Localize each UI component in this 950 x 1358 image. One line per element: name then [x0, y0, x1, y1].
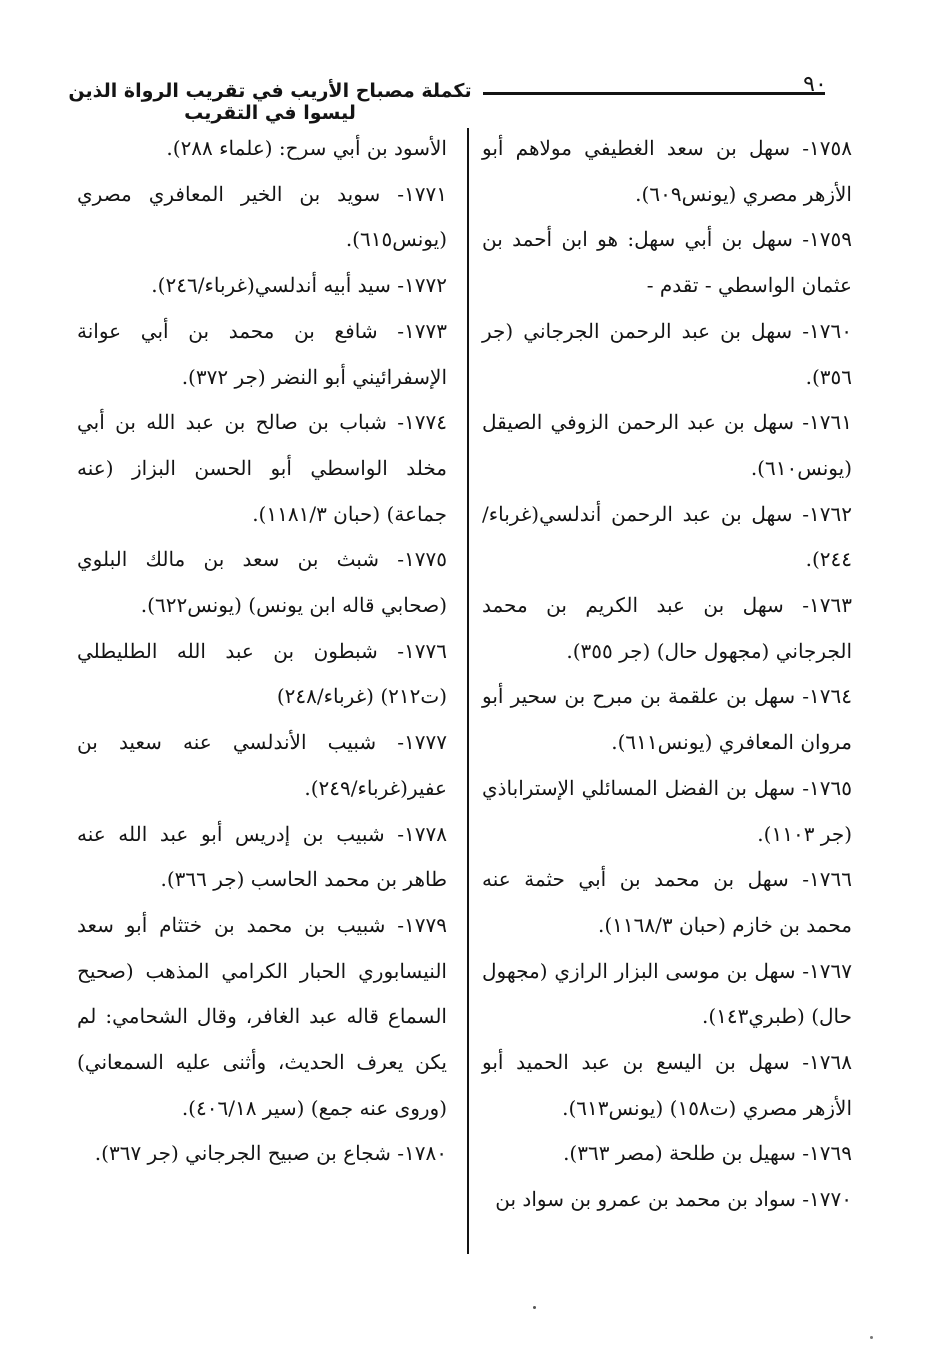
entry-1762: ١٧٦٢- سهل بن عبد الرحمن أندلسي(غرباء/٢٤٤). — [482, 501, 852, 572]
entry-1775: ١٧٧٥- شبث بن سعد بن مالك البلوي (صحابي قاله ابن يونس) (يونس٦٢٢). — [77, 547, 447, 618]
page-number: ٩٠ — [803, 72, 827, 97]
page-header — [60, 72, 850, 122]
running-title: تكملة مصباح الأريب في تقريب الرواة الذين ليسوا في التقريب — [68, 80, 472, 124]
entry-1761: ١٧٦١- سهل بن عبد الرحمن الزوفي الصيقل (يونس٦١٠). — [482, 410, 852, 480]
entry-1770-continued: الأسود بن أبي سرح: (علماء ٢٨٨). — [166, 136, 447, 160]
entry-1767: ١٧٦٧- سهل بن موسى البزار الرازي (مجهول حال) (طبري١٤٣). — [482, 958, 852, 1029]
right-column — [482, 126, 852, 1223]
entry-1779: ١٧٧٩- شبيب بن محمد بن ختثام أبو سعد النيسابوري الحبار الكرامي المذهب (صحيح السماع قاله عبد الغافر، وقال الشحامي: لم يكن يعرف الحديث، وأثنى عليه السمعاني) (وروى عنه جمع) (سير ٤٠٦/١٨). — [77, 912, 447, 1120]
entry-1774: ١٧٧٤- شباب بن صالح بن عبد الله بن أبي مخلد الواسطي أبو الحسن البزاز (عنه جماعة) (حبان ١١٨١/٣). — [77, 410, 447, 526]
entry-1759: ١٧٥٩- سهل بن أبي سهل: هو ابن أحمد بن عثمان الواسطي - تقدم - — [482, 227, 852, 298]
entry-1763: ١٧٦٣- سهل بن عبد الكريم بن محمد الجرجاني (مجهول حال) (جر ٣٥٥). — [482, 593, 852, 663]
entry-1768: ١٧٦٨- سهل بن اليسع بن عبد الحميد أبو الأزهر مصري (ت١٥٨) (يونس٦١٣). — [482, 1050, 852, 1120]
entry-1778: ١٧٧٨- شبيب بن إدريس أبو عبد الله عنه طاهر بن محمد الحاسب (جر ٣٦٦). — [77, 821, 447, 892]
entry-1772: ١٧٧٢- سيد أبيه أندلسي(غرباء/٢٤٦). — [151, 273, 447, 298]
entry-1776: ١٧٧٦- شبطون بن عبد الله الطليطلي (ت٢١٢) (غرباء/٢٤٨) — [77, 638, 447, 709]
entry-1770: ١٧٧٠- سواد بن محمد بن عمرو بن سواد بن — [495, 1187, 852, 1212]
entry-1769: ١٧٦٩- سهيل بن طلحة (مصر ٣٦٣). — [563, 1141, 852, 1166]
entry-1780: ١٧٨٠- شجاع بن صبيح الجرجاني (جر ٣٦٧). — [94, 1141, 447, 1166]
entry-1766: ١٧٦٦- سهل بن محمد بن أبي حثمة عنه محمد بن خازم (حبان ١١٦٨/٣). — [482, 867, 852, 937]
entry-1758: ١٧٥٨- سهل بن سعد الغطيفي مولاهم أبو الأزهر مصري (يونس٦٠٩). — [482, 136, 852, 206]
header-rule — [483, 92, 825, 95]
entry-1765: ١٧٦٥- سهل بن الفضل المسائلي الإستراباذي (جر ١١٠٣). — [482, 775, 852, 846]
entry-1760: ١٧٦٠- سهل بن عبد الرحمن الجرجاني (جر ٣٥٦). — [482, 318, 852, 389]
scan-speck — [870, 1336, 873, 1339]
column-divider — [467, 128, 469, 1254]
left-column — [77, 126, 447, 1177]
entry-1777: ١٧٧٧- شبيب الأندلسي عنه سعيد بن عفير(غرباء/٢٤٩). — [77, 730, 447, 800]
entry-1764: ١٧٦٤- سهل بن علقمة بن مبرح بن سحير أبو مروان المعافري (يونس٦١١). — [482, 684, 852, 755]
entry-1773: ١٧٧٣- شافع بن محمد بن أبي عوانة الإسفرائيني أبو النضر (جر ٣٧٢). — [77, 318, 447, 389]
scan-speck — [533, 1306, 536, 1309]
entry-1771: ١٧٧١- سويد بن الخير المعافري مصري (يونس٦١٥). — [77, 181, 447, 252]
